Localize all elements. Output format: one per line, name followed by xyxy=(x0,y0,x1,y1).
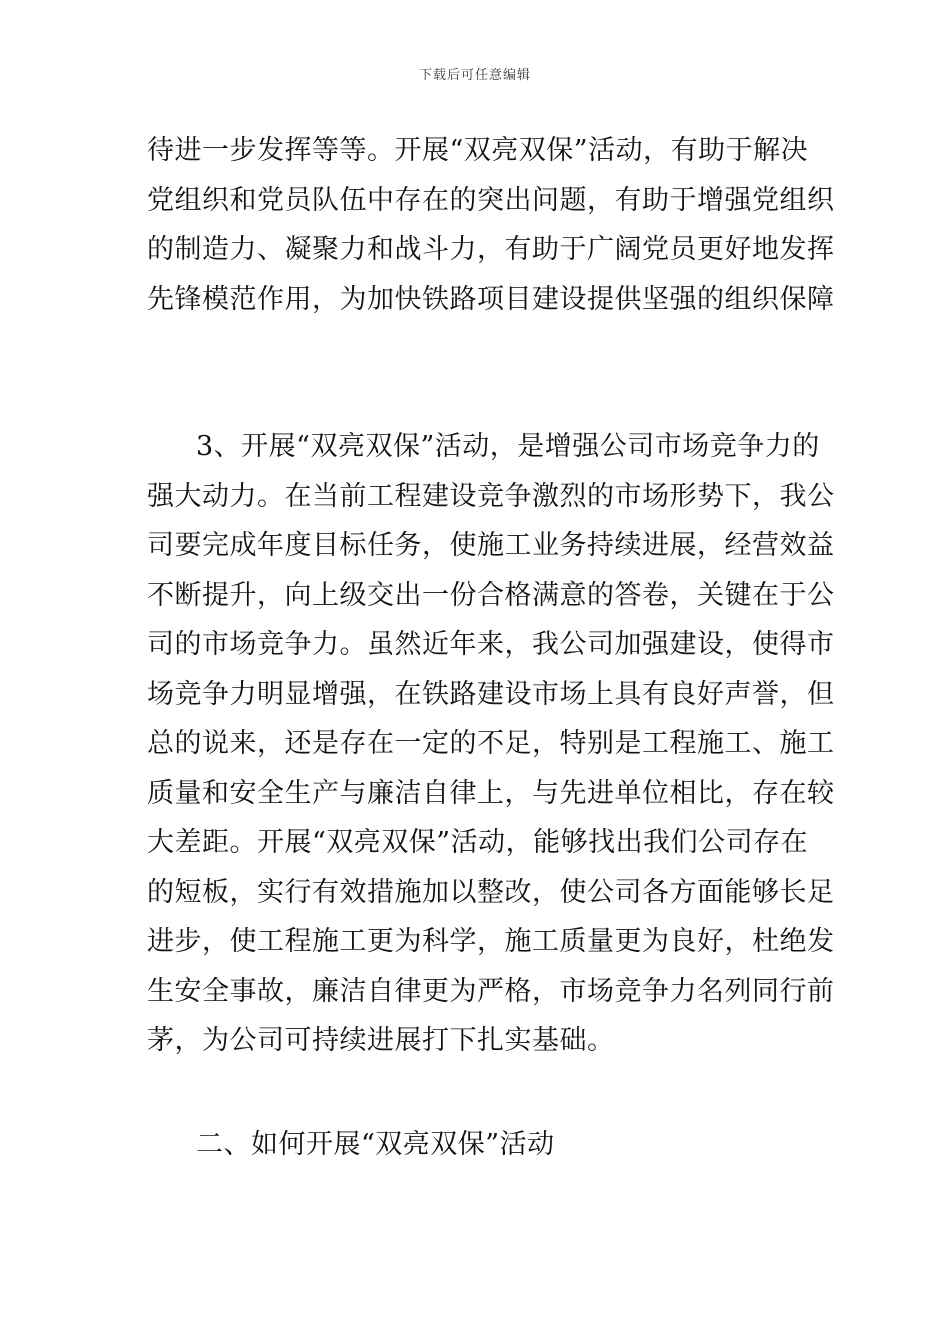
section-heading: 二、如何开展“双亮双保”活动 xyxy=(196,1129,555,1160)
paragraph-line: 生安全事故，廉洁自律更为严格，市场竞争力名列同行前 xyxy=(147,976,835,1007)
paragraph-line: 待进一步发挥等等。开展“双亮双保”活动，有助于解决 xyxy=(147,135,809,166)
paragraph-line: 司要完成年度目标任务，使施工业务持续进展，经营效益 xyxy=(147,530,835,561)
paragraph-line: 总的说来，还是存在一定的不足，特别是工程施工、施工 xyxy=(147,728,835,759)
paragraph-line: 质量和安全生产与廉洁自律上，与先进单位相比，存在较 xyxy=(147,778,835,809)
paragraph-line: 3、开展“双亮双保”活动，是增强公司市场竞争力的 xyxy=(196,431,820,462)
paragraph-line: 场竞争力明显增强，在铁路建设市场上具有良好声誉，但 xyxy=(147,679,835,710)
paragraph-line: 的制造力、凝聚力和战斗力，有助于广阔党员更好地发挥 xyxy=(147,234,835,265)
paragraph-line: 党组织和党员队伍中存在的突出问题，有助于增强党组织 xyxy=(147,185,835,216)
paragraph-line: 茅，为公司可持续进展打下扎实基础。 xyxy=(147,1025,615,1056)
paragraph-line: 的短板，实行有效措施加以整改，使公司各方面能够长足 xyxy=(147,877,835,908)
paragraph-line: 司的市场竞争力。虽然近年来，我公司加强建设，使得市 xyxy=(147,629,835,660)
page-header: 下载后可任意编辑 xyxy=(418,68,531,83)
paragraph-line: 强大动力。在当前工程建设竞争激烈的市场形势下，我公 xyxy=(147,481,835,512)
paragraph-line: 不断提升，向上级交出一份合格满意的答卷，关键在于公 xyxy=(147,580,835,611)
paragraph-line: 先锋模范作用，为加快铁路项目建设提供坚强的组织保障 xyxy=(147,284,835,315)
paragraph-line: 大差距。开展“双亮双保”活动，能够找出我们公司存在 xyxy=(147,827,809,858)
paragraph-line: 进步，使工程施工更为科学，施工质量更为良好，杜绝发 xyxy=(147,926,835,957)
